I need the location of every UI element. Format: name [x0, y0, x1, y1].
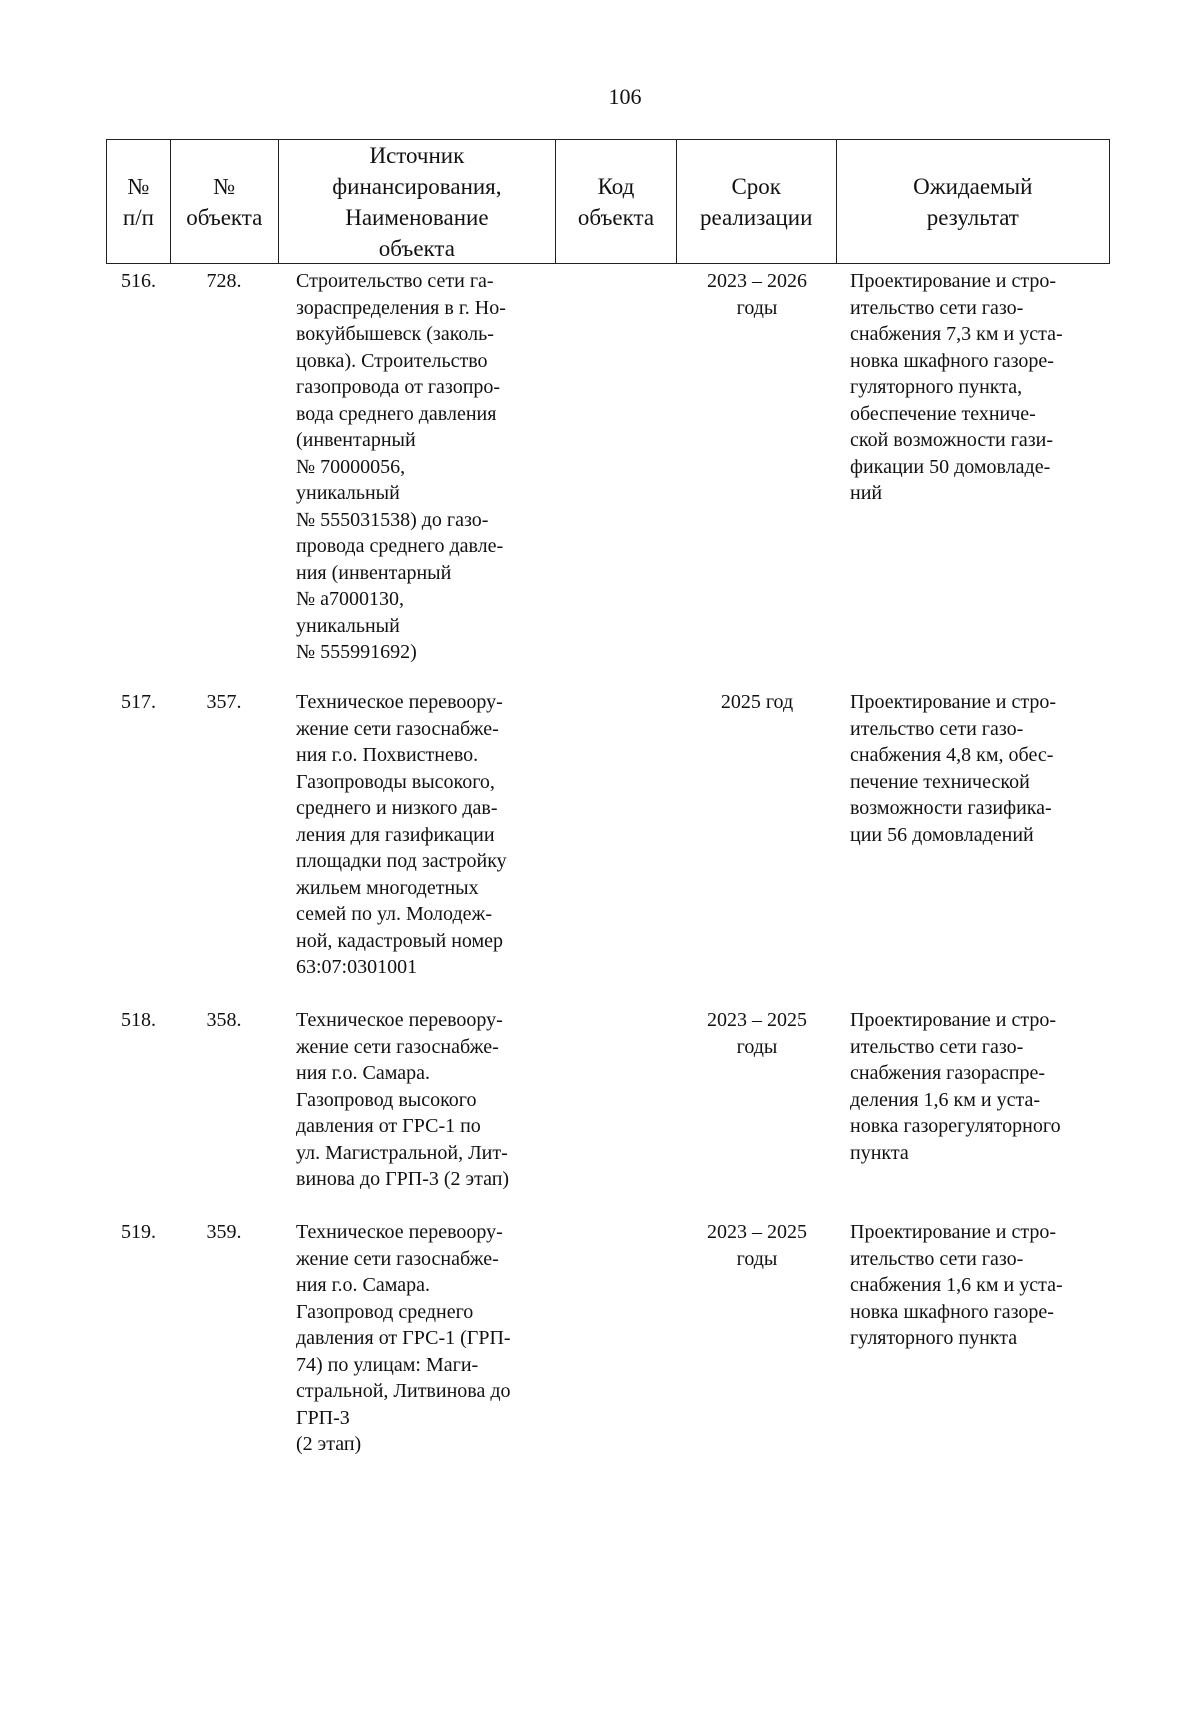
row-num: 518.: [121, 1009, 156, 1031]
row-name: Техническое перевоору- жение сети газоснабже- ния г.о. Самара. Газопровод среднего давления от ГРС-1 (ГРП- 74) по улицам: Маги- стральной, Литвинова до ГРП-3 (2 этап): [296, 1221, 511, 1455]
row-object-number: 728.: [206, 270, 242, 292]
page-number: 106: [608, 84, 642, 109]
table-header: [106, 139, 1110, 264]
row-result: Проектирование и стро- ительство сети газо- снабжения газораспре- деления 1,6 км и уста- новка газорегуляторного пункта: [850, 1009, 1061, 1164]
header-result: Ожидаемый результат: [913, 173, 1033, 230]
row-object-number: 358.: [206, 1009, 242, 1031]
row-object-number: 359.: [206, 1221, 242, 1243]
row-result: Проектирование и стро- ительство сети газо- снабжения 1,6 км и уста- новка шкафного газоре- гуляторного пункта: [850, 1221, 1063, 1349]
row-term: 2023 – 2025 годы: [707, 1009, 807, 1058]
header-source-name: Источник финансирования, Наименование объекта: [279, 140, 556, 263]
header-object-code: Код объекта: [556, 140, 677, 263]
row-object-number: 357.: [206, 691, 242, 713]
row-result: Проектирование и стро- ительство сети газо- снабжения 7,3 км и уста- новка шкафного газоре- гуляторного пункта, обеспечение техниче- ской возможности гази- фикации 50 домовладе- ний: [850, 270, 1063, 504]
row-term: 2023 – 2025 годы: [707, 1221, 807, 1270]
header-num: № п/п: [107, 140, 171, 263]
row-name: Техническое перевоору- жение сети газоснабже- ния г.о. Самара. Газопровод высокого давления от ГРС-1 по ул. Магистральной, Лит- винова до ГРП-3 (2 этап): [296, 1009, 510, 1190]
row-term: 2025 год: [720, 691, 794, 713]
row-num: 516.: [121, 270, 156, 292]
row-num: 519.: [121, 1221, 156, 1243]
header-term: Срок реализации: [677, 140, 837, 263]
row-name: Техническое перевоору- жение сети газоснабже- ния г.о. Похвистнево. Газопроводы высокого, среднего и низкого дав- ления для газификации площадки под застройку жильем многодетных семей по ул. Молодеж- ной, кадастровый номер 63:07:0301001: [296, 691, 507, 978]
row-result: Проектирование и стро- ительство сети газо- снабжения 4,8 км, обес- печение технической возможности газифика- ции 56 домовладений: [850, 691, 1057, 846]
row-name: Строительство сети га- зораспределения в г. Но- вокуйбышевск (заколь- цовка). Строительство газопровода от газопро- вода среднего давления (инвентарный № 70000056, уникальный № 555031538) до газо- провода среднего давле- ния (инвентарный № а7000130, уникальный № 555991692): [296, 270, 506, 663]
header-object-number: № объекта: [171, 140, 279, 263]
row-term: 2023 – 2026 годы: [707, 270, 807, 319]
row-num: 517.: [121, 691, 156, 713]
